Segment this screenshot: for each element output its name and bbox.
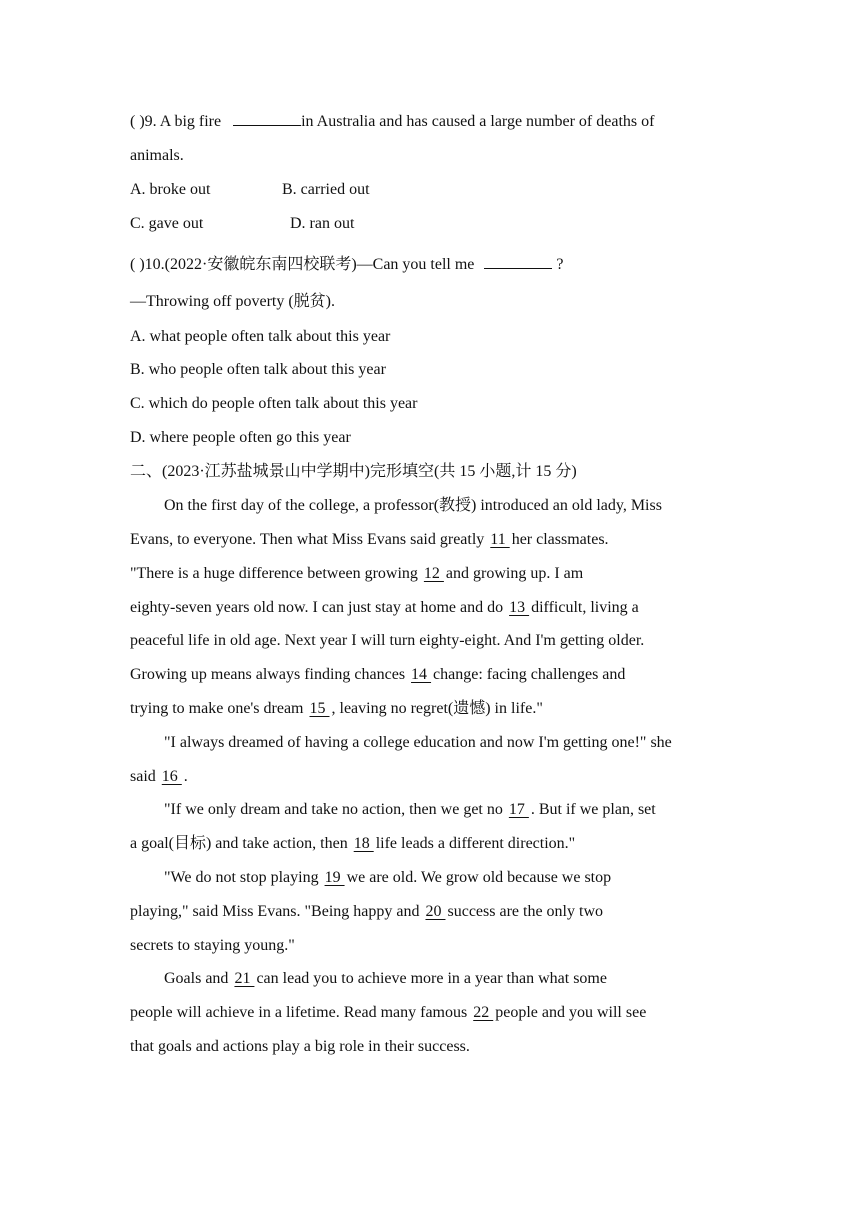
passage-line: On the first day of the college, a professor(教授) introduced an old lady, Miss: [164, 497, 662, 514]
passage-line: [130, 902, 603, 922]
question-9-stem: [130, 112, 654, 132]
passage-text: .: [183, 768, 188, 785]
question-10-answer: —Throwing off poverty (脱贫).: [130, 293, 336, 310]
question-9-option-d: D. ran out: [290, 215, 355, 232]
passage-line: peaceful life in old age. Next year I will turn eighty-eight. And I'm getting older.: [130, 632, 645, 649]
passage-text: trying to make one's dream: [130, 700, 308, 717]
section-2-heading: 二、(2023·江苏盐城景山中学期中)完形填空(共 15 小题,计 15 分): [130, 463, 577, 480]
passage-text: playing," said Miss Evans. "Being happy and: [130, 903, 424, 920]
passage-line: [164, 969, 607, 989]
passage-line: secrets to staying young.": [130, 937, 295, 954]
question-10-option-a: A. what people often talk about this year: [130, 328, 391, 345]
passage-text: said: [130, 768, 160, 785]
passage-text: "We do not stop playing: [164, 869, 323, 886]
passage-text: life leads a different direction.": [375, 835, 576, 852]
passage-line: that goals and actions play a big role in their success.: [130, 1038, 470, 1055]
blank-21: 21: [234, 970, 255, 987]
question-10-option-d: D. where people often go this year: [130, 429, 351, 446]
question-10-option-b: B. who people often talk about this year: [130, 361, 386, 378]
passage-line: [130, 530, 609, 550]
question-mark: ?: [556, 256, 564, 273]
passage-line: [130, 665, 625, 685]
passage-text: Growing up means always finding chances: [130, 666, 410, 683]
question-9-option-a: A. broke out: [130, 181, 211, 198]
answer-blank: [484, 256, 552, 269]
passage-text: Goals and: [164, 970, 233, 987]
passage-text: Evans, to everyone. Then what Miss Evans said greatly: [130, 531, 489, 548]
blank-17: 17: [508, 801, 529, 818]
question-9-option-b: B. carried out: [282, 181, 370, 198]
passage-line: [164, 800, 656, 820]
passage-text: and growing up. I am: [445, 565, 584, 582]
blank-22: 22: [473, 1004, 494, 1021]
passage-text: her classmates.: [511, 531, 609, 548]
passage-line: "I always dreamed of having a college education and now I'm getting one!" she: [164, 734, 672, 751]
question-10-text: ( )10.(2022·安徽皖东南四校联考)—Can you tell me: [130, 256, 479, 273]
passage-text: difficult, living a: [531, 599, 639, 616]
question-9-text: in Australia and has caused a large number of deaths of: [301, 113, 655, 130]
passage-line: [130, 564, 583, 584]
passage-text: . But if we plan, set: [530, 801, 656, 818]
question-10-option-c: C. which do people often talk about this year: [130, 395, 418, 412]
blank-14: 14: [411, 666, 432, 683]
blank-16: 16: [161, 768, 182, 785]
passage-line: [164, 868, 611, 888]
blank-18: 18: [353, 835, 374, 852]
blank-15: 15: [309, 700, 330, 717]
answer-blank: [233, 113, 301, 126]
passage-text: a goal(目标) and take action, then: [130, 835, 352, 852]
passage-text: people will achieve in a lifetime. Read many famous: [130, 1004, 472, 1021]
passage-text: success are the only two: [447, 903, 603, 920]
passage-line: [130, 598, 639, 618]
blank-20: 20: [425, 903, 446, 920]
blank-11: 11: [490, 531, 510, 548]
blank-19: 19: [324, 869, 345, 886]
passage-line: [130, 767, 188, 787]
passage-text: , leaving no regret(遗憾) in life.": [331, 700, 543, 717]
blank-12: 12: [423, 565, 444, 582]
passage-text: eighty-seven years old now. I can just stay at home and do: [130, 599, 508, 616]
question-9-option-c: C. gave out: [130, 215, 204, 232]
passage-text: "If we only dream and take no action, then we get no: [164, 801, 507, 818]
question-9-continuation: animals.: [130, 147, 184, 164]
passage-text: change: facing challenges and: [433, 666, 626, 683]
passage-text: can lead you to achieve more in a year than what some: [256, 970, 607, 987]
blank-13: 13: [509, 599, 530, 616]
passage-line: [130, 1003, 646, 1023]
passage-line: [130, 834, 575, 854]
passage-text: we are old. We grow old because we stop: [346, 869, 612, 886]
passage-text: people and you will see: [495, 1004, 647, 1021]
passage-line: [130, 699, 543, 719]
question-9-number: ( )9. A big fire: [130, 113, 226, 130]
question-10-stem: [130, 255, 564, 275]
passage-text: "There is a huge difference between growing: [130, 565, 422, 582]
